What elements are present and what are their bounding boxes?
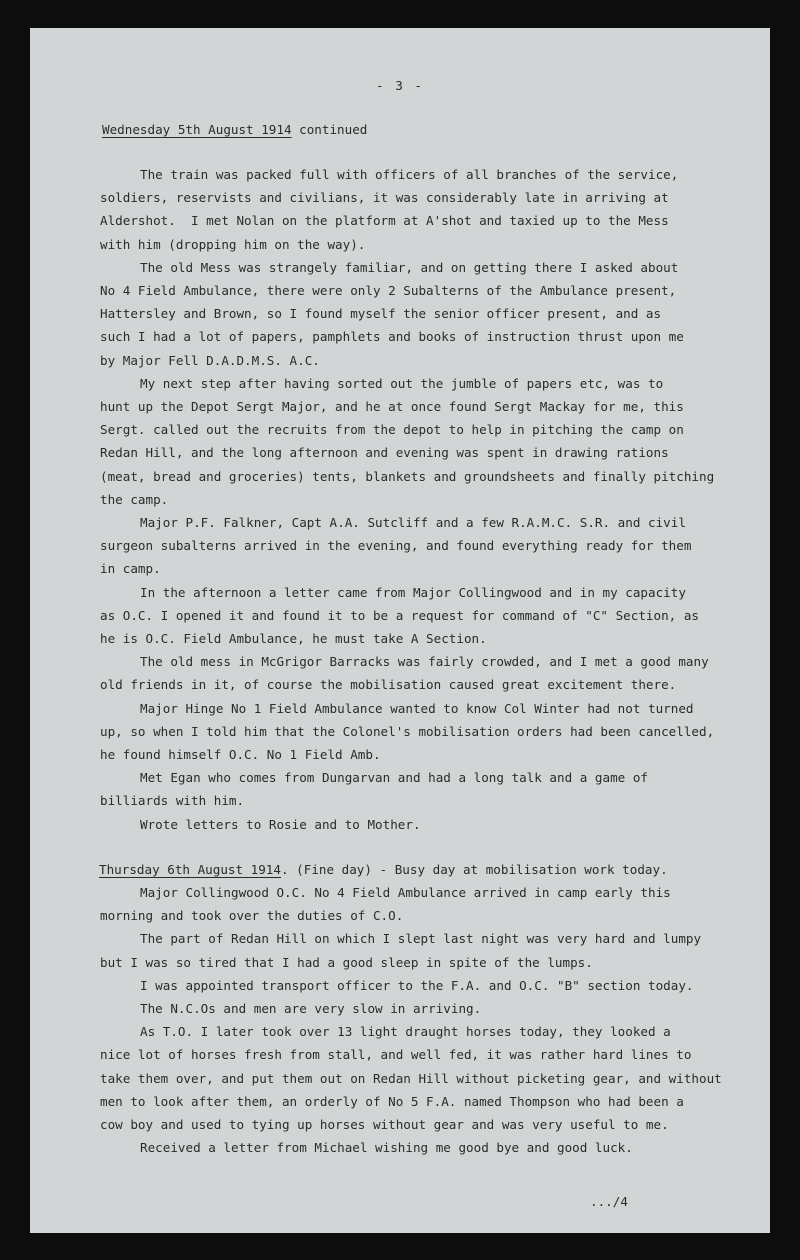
text-line: billiards with him.	[100, 793, 245, 809]
text-line: with him (dropping him on the way).	[100, 236, 366, 252]
text-line: Aldershot. I met Nolan on the platform at A'shot and taxied up to the Mess	[100, 213, 669, 229]
text-line: such I had a lot of papers, pamphlets and books of instruction thrust upon me	[100, 329, 684, 345]
paragraph	[100, 697, 760, 767]
text-line: Major P.F. Falkner, Capt A.A. Sutcliff and a few R.A.M.C. S.R. and civil	[140, 515, 686, 530]
text-line: in camp.	[100, 561, 161, 577]
text-line: The N.C.Os and men are very slow in arriving.	[140, 1001, 482, 1016]
text-line: up, so when I told him that the Colonel's mobilisation orders had been cancelled,	[100, 723, 715, 739]
paragraph	[100, 1020, 760, 1136]
text-line: he found himself O.C. No 1 Field Amb.	[100, 747, 381, 762]
text-line: Received a letter from Michael wishing me good bye and good luck.	[140, 1140, 633, 1156]
text-line: hunt up the Depot Sergt Major, and he at once found Sergt Mackay for me, this	[100, 399, 684, 414]
text-line: he is O.C. Field Ambulance, he must take A Section.	[100, 631, 487, 646]
paragraph	[100, 163, 760, 256]
paragraph	[100, 927, 760, 973]
text-line: by Major Fell D.A.D.M.S. A.C.	[100, 352, 320, 368]
document-page	[30, 28, 770, 1233]
text-line: take them over, and put them out on Redan Hill without picketing gear, and without	[100, 1070, 722, 1086]
text-line: Major Collingwood O.C. No 4 Field Ambulance arrived in camp early this	[140, 885, 671, 900]
paragraph	[100, 511, 760, 581]
entry-date-thursday: Thursday 6th August 1914	[99, 862, 281, 877]
text-line: Hattersley and Brown, so I found myself the senior officer present, and as	[100, 306, 662, 322]
text-line: men to look after them, an orderly of No 5 F.A. named Thompson who had been a	[100, 1093, 684, 1109]
text-line: surgeon subalterns arrived in the evening, and found everything ready for them	[100, 538, 692, 554]
text-line: old friends in it, of course the mobilisation caused great excitement there.	[100, 677, 677, 693]
paragraph	[100, 1136, 760, 1159]
entry-heading-wednesday	[102, 118, 367, 141]
page-number: - 3 -	[376, 78, 424, 93]
text-line: The old mess in McGrigor Barracks was fairly crowded, and I met a good many	[140, 654, 709, 670]
text-line: Met Egan who comes from Dungarvan and had a long talk and a game of	[140, 770, 648, 786]
text-line: morning and took over the duties of C.O.	[100, 908, 404, 924]
text-line: In the afternoon a letter came from Major Collingwood and in my capacity	[140, 584, 686, 600]
text-line: Wrote letters to Rosie and to Mother.	[140, 816, 421, 832]
text-line: nice lot of horses fresh from stall, and well fed, it was rather hard lines to	[100, 1047, 692, 1063]
text-line: cow boy and used to tying up horses without gear and was very useful to me.	[100, 1117, 669, 1132]
text-line: My next step after having sorted out the jumble of papers etc, was to	[140, 375, 664, 391]
text-line: the camp.	[100, 491, 169, 507]
text-line: soldiers, reservists and civilians, it was considerably late in arriving at	[100, 190, 669, 206]
paragraph	[100, 256, 760, 372]
paragraph	[100, 581, 760, 651]
entry-date-wednesday: Wednesday 5th August 1914	[102, 122, 292, 137]
text-line: Redan Hill, and the long afternoon and evening was spent in drawing rations	[100, 445, 669, 461]
paragraph	[100, 372, 760, 511]
paragraph	[100, 813, 760, 836]
paragraph	[100, 766, 760, 812]
paragraph	[100, 974, 760, 997]
entry-heading-suffix: continued	[291, 122, 368, 137]
text-line: The old Mess was strangely familiar, and on getting there I asked about	[140, 259, 679, 275]
text-line: as O.C. I opened it and found it to be a request for command of "C" Section, as	[100, 607, 699, 623]
text-line: I was appointed transport officer to the F.A. and O.C. "B" section today.	[140, 977, 694, 993]
text-line: The train was packed full with officers of all branches of the service,	[140, 167, 679, 182]
paragraph	[100, 881, 760, 927]
paragraph	[100, 650, 760, 696]
text-line: (meat, bread and groceries) tents, blankets and groundsheets and finally pitching	[100, 468, 715, 484]
text-line: Sergt. called out the recruits from the depot to help in pitching the camp on	[100, 422, 684, 438]
entry-heading-suffix: . (Fine day) - Busy day at mobilisation work today.	[280, 862, 668, 877]
text-line: but I was so tired that I had a good sleep in spite of the lumps.	[100, 954, 593, 970]
text-line: No 4 Field Ambulance, there were only 2 Subalterns of the Ambulance present,	[100, 283, 677, 298]
text-line: As T.O. I later took over 13 light draught horses today, they looked a	[140, 1024, 671, 1040]
text-line: The part of Redan Hill on which I slept last night was very hard and lumpy	[140, 931, 702, 947]
continuation-marker: .../4	[590, 1194, 628, 1209]
paragraph	[100, 997, 760, 1020]
text-line: Major Hinge No 1 Field Ambulance wanted to know Col Winter had not turned	[140, 700, 694, 716]
entry-heading-thursday	[99, 858, 668, 881]
